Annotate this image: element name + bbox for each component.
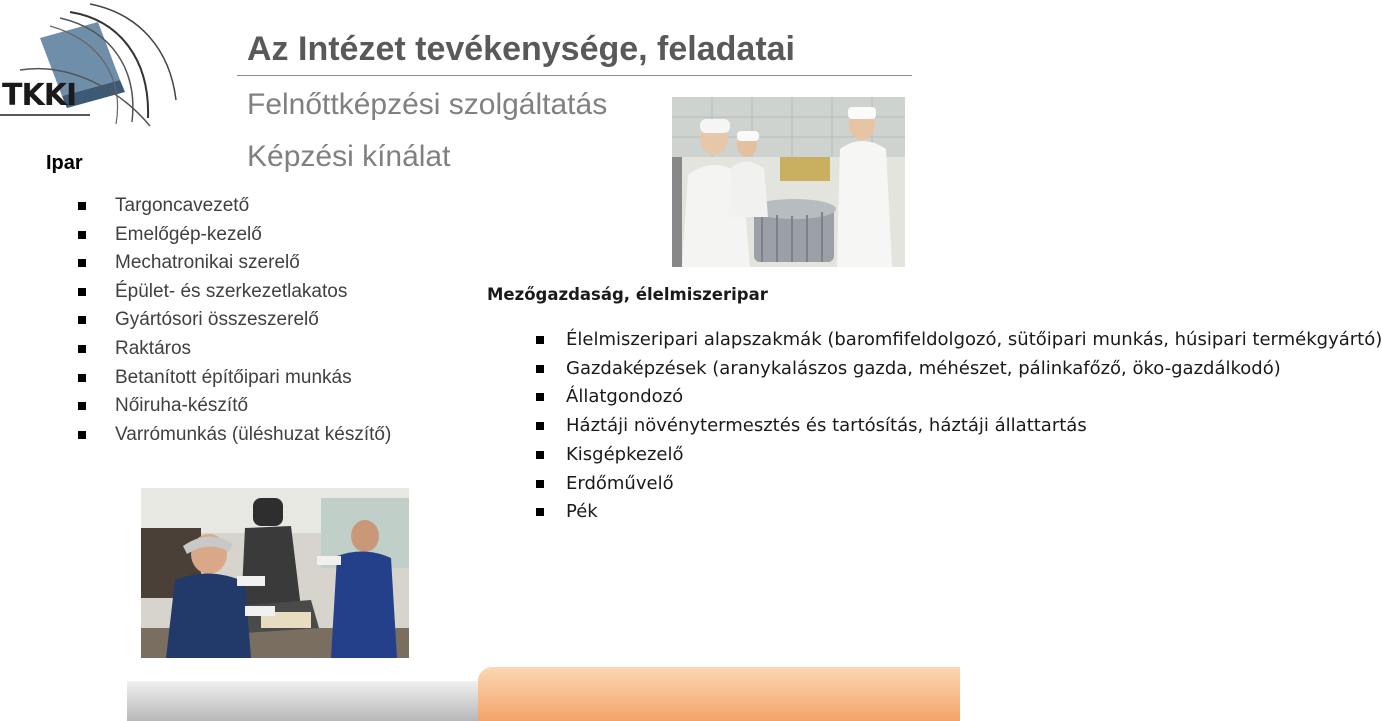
list-item: Pék	[536, 498, 1382, 527]
square-bullet-icon	[78, 431, 86, 439]
section-heading-agriculture: Mezőgazdaság, élelmiszeripar	[487, 285, 768, 304]
footer-bar-orange	[478, 667, 960, 721]
workshop-photo	[141, 488, 409, 658]
square-bullet-icon	[78, 345, 86, 353]
subtitle-offer: Képzési kínálat	[247, 140, 451, 173]
square-bullet-icon	[536, 336, 544, 344]
list-item: Betanított építőipari munkás	[78, 364, 391, 393]
list-item: Háztáji növénytermesztés és tartósítás, háztáji állattartás	[536, 412, 1382, 441]
food-industry-photo	[672, 97, 905, 267]
square-bullet-icon	[536, 393, 544, 401]
list-item: Épület- és szerkezetlakatos	[78, 278, 391, 307]
square-bullet-icon	[78, 374, 86, 382]
square-bullet-icon	[536, 422, 544, 430]
list-item: Varrómunkás (üléshuzat készítő)	[78, 421, 391, 450]
list-item: Kisgépkezelő	[536, 441, 1382, 470]
square-bullet-icon	[536, 508, 544, 516]
page-title: Az Intézet tevékenysége, feladatai	[247, 30, 796, 68]
footer-bar-gray	[127, 681, 479, 721]
logo-text: TKKI	[2, 78, 77, 113]
square-bullet-icon	[78, 231, 86, 239]
square-bullet-icon	[536, 365, 544, 373]
tkki-logo	[0, 0, 200, 140]
square-bullet-icon	[78, 288, 86, 296]
list-item: Nőiruha-készítő	[78, 392, 391, 421]
square-bullet-icon	[78, 316, 86, 324]
square-bullet-icon	[536, 451, 544, 459]
title-divider	[237, 75, 912, 76]
industry-course-list	[78, 192, 391, 449]
agriculture-course-list	[536, 326, 1382, 527]
list-item: Emelőgép-kezelő	[78, 221, 391, 250]
square-bullet-icon	[536, 480, 544, 488]
list-item: Targoncavezető	[78, 192, 391, 221]
logo-graphic	[0, 0, 200, 140]
square-bullet-icon	[78, 259, 86, 267]
subtitle-services: Felnőttképzési szolgáltatás	[247, 88, 608, 121]
list-item: Állatgondozó	[536, 383, 1382, 412]
list-item: Erdőművelő	[536, 470, 1382, 499]
sidebar-label: Ipar	[46, 152, 83, 174]
square-bullet-icon	[78, 202, 86, 210]
list-item: Mechatronikai szerelő	[78, 249, 391, 278]
list-item: Gazdaképzések (aranykalászos gazda, méhészet, pálinkafőző, öko-gazdálkodó)	[536, 355, 1382, 384]
list-item: Gyártósori összeszerelő	[78, 306, 391, 335]
square-bullet-icon	[78, 402, 86, 410]
list-item: Élelmiszeripari alapszakmák (baromfifeldolgozó, sütőipari munkás, húsipari termékgyártó)	[536, 326, 1382, 355]
list-item: Raktáros	[78, 335, 391, 364]
